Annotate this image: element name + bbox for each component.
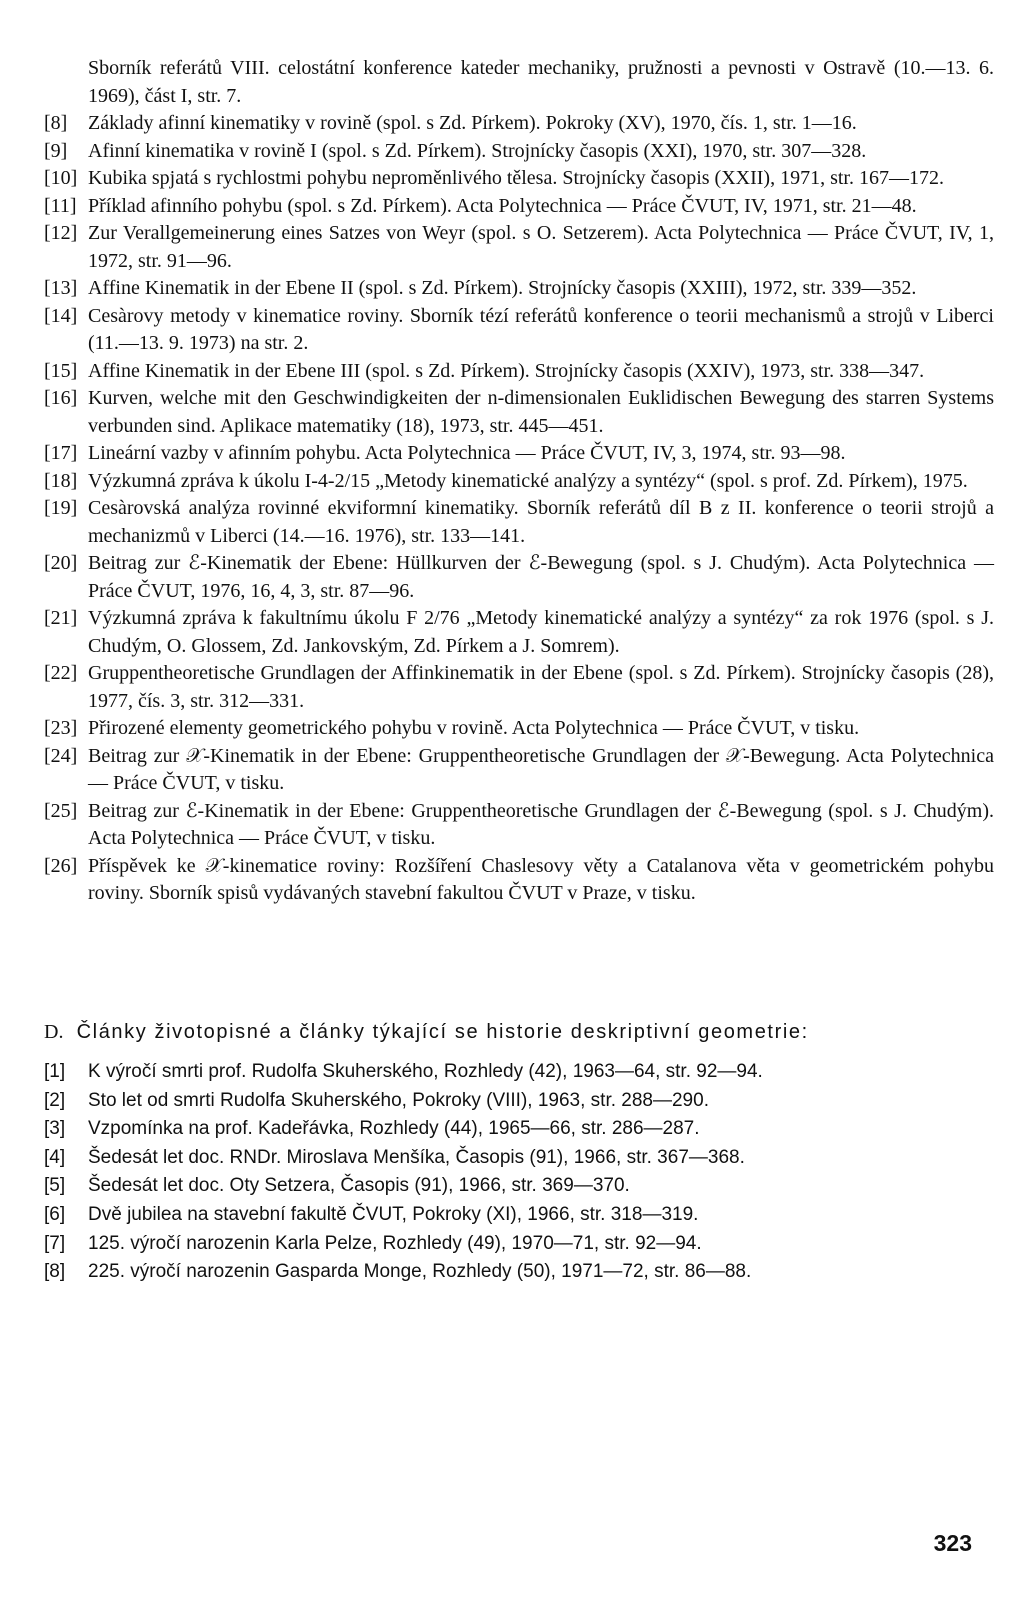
reference-number: [4] [44, 1146, 66, 1168]
reference-item [44, 303, 994, 358]
reference-text: K výročí smrti prof. Rudolfa Skuherského, Rozhledy (42), 1963—64, str. 92—94. [88, 1061, 763, 1082]
reference-item [44, 110, 994, 138]
reference-text: Zur Verallgemeinerung eines Satzes von Weyr (spol. s O. Setzerem). Acta Polytechnica — Práce ČVUT, IV, 1, 1972, str. 91—96. [88, 222, 994, 272]
reference-item [44, 1258, 994, 1287]
reference-text: Affine Kinematik in der Ebene III (spol. s Zd. Pírkem). Strojnícky časopis (XXIV), 1973, str. 338—347. [88, 359, 925, 382]
reference-number: [9] [44, 139, 68, 162]
reference-item [44, 798, 994, 853]
reference-number: [12] [44, 222, 78, 244]
reference-item [44, 715, 994, 743]
section-d-label: D. [44, 1021, 64, 1043]
reference-item [44, 1172, 994, 1201]
reference-text: Kurven, welche mit den Geschwindigkeiten der n-dimensionalen Euklidischen Bewegung des starren Systems verbunden sind. Aplikace matematiky (18), 1973, str. 445—451. [88, 387, 994, 437]
reference-item [44, 220, 994, 275]
reference-text: Affine Kinematik in der Ebene II (spol. s Zd. Pírkem). Strojnícky časopis (XXIII), 1972, str. 339—352. [88, 277, 917, 299]
reference-text: Beitrag zur ℰ-Kinematik in der Ebene: Gruppentheoretische Grundlagen der ℰ-Bewegung (spol. s J. Chudým). Acta Polytechnica — Práce ČVUT, v tisku. [88, 799, 994, 849]
reference-number: [23] [44, 717, 78, 739]
reference-item [44, 605, 994, 660]
references-section-d [44, 1058, 994, 1287]
reference-number: [20] [44, 552, 78, 574]
reference-text: Gruppentheoretische Grundlagen der Affinkinematik in der Ebene (spol. s Zd. Pírkem). Strojnícky časopis (28), 1977, čís. 3, str. 312—331. [88, 662, 994, 712]
reference-item [44, 1115, 994, 1144]
page-number: 323 [933, 1530, 972, 1556]
section-d-heading [44, 1018, 994, 1046]
reference-text: Základy afinní kinematiky v rovině (spol. s Zd. Pírkem). Pokroky (XV), 1970, čís. 1, str. 1—16. [88, 112, 857, 134]
reference-number: [6] [44, 1203, 66, 1225]
reference-text: Lineární vazby v afinním pohybu. Acta Polytechnica — Práce ČVUT, IV, 3, 1974, str. 93—98. [88, 442, 846, 464]
reference-number: [13] [44, 277, 78, 299]
reference-number: [19] [44, 497, 78, 519]
reference-text: Sborník referátů VIII. celostátní konference kateder mechaniky, pružnosti a pevnosti v Ostravě (10.—13. 6. 1969), část I, str. 7. [88, 57, 994, 107]
reference-number: [8] [44, 112, 68, 134]
reference-item [44, 1058, 994, 1087]
reference-number: [16] [44, 387, 78, 409]
reference-number: [2] [44, 1089, 66, 1111]
reference-item [44, 165, 994, 193]
reference-number: [1] [44, 1061, 66, 1082]
reference-number-blank [44, 55, 88, 110]
reference-item [44, 193, 994, 221]
reference-text: 125. výročí narozenin Karla Pelze, Rozhledy (49), 1970—71, str. 92—94. [88, 1232, 702, 1254]
reference-text: 225. výročí narozenin Gasparda Monge, Rozhledy (50), 1971—72, str. 86—88. [88, 1261, 752, 1283]
reference-item [44, 495, 994, 550]
reference-text: Afinní kinematika v rovině I (spol. s Zd. Pírkem). Strojnícky časopis (XXI), 1970, str. 307—328. [88, 139, 867, 162]
reference-text: Cesàrovská analýza rovinné ekviformní kinematiky. Sborník referátů díl B z II. konference o teorii strojů a mechanizmů v Liberci (14.—16. 1976), str. 133—141. [88, 497, 994, 547]
reference-text: Výzkumná zpráva k úkolu I-4-2/15 „Metody kinematické analýzy a syntézy“ (spol. s prof. Zd. Pírkem), 1975. [88, 469, 968, 492]
reference-item [44, 1201, 994, 1230]
reference-item [44, 550, 994, 605]
reference-number: [14] [44, 304, 78, 327]
reference-item [44, 358, 994, 386]
reference-text: Šedesát let doc. Oty Setzera, Časopis (91), 1966, str. 369—370. [88, 1175, 630, 1197]
reference-number: [18] [44, 469, 78, 492]
reference-text: Příklad afinního pohybu (spol. s Zd. Pírkem). Acta Polytechnica — Práce ČVUT, IV, 1971, str. 21—48. [88, 194, 917, 217]
reference-number: [22] [44, 662, 78, 684]
reference-text: Vzpomínka na prof. Kadeřávka, Rozhledy (44), 1965—66, str. 286—287. [88, 1118, 700, 1140]
reference-text: Beitrag zur 𝒳-Kinematik in der Ebene: Gruppentheoretische Grundlagen der 𝒳-Bewegung. Acta Polytechnica — Práce ČVUT, v tisku. [88, 744, 994, 794]
reference-item [44, 275, 994, 303]
reference-number: [10] [44, 167, 78, 189]
reference-text: Přirozené elementy geometrického pohybu v rovině. Acta Polytechnica — Práce ČVUT, v tisku. [88, 717, 860, 739]
reference-number: [17] [44, 442, 78, 464]
reference-number: [11] [44, 194, 77, 217]
reference-item [44, 468, 994, 496]
reference-text: Kubika spjatá s rychlostmi pohybu neproměnlivého tělesa. Strojnícky časopis (XXII), 1971, str. 167—172. [88, 167, 944, 189]
reference-item [44, 440, 994, 468]
section-d-title: Články životopisné a články týkající se historie deskriptivní geometrie: [76, 1021, 809, 1043]
reference-number: [5] [44, 1175, 66, 1197]
reference-number: [7] [44, 1232, 66, 1254]
reference-item [44, 743, 994, 798]
reference-number: [26] [44, 854, 78, 877]
reference-number: [3] [44, 1118, 66, 1140]
reference-item [44, 385, 994, 440]
reference-item [44, 1230, 994, 1259]
reference-text: Šedesát let doc. RNDr. Miroslava Menšíka, Časopis (91), 1966, str. 367—368. [88, 1146, 745, 1168]
reference-text: Příspěvek ke 𝒳-kinematice roviny: Rozšíření Chaslesovy věty a Catalanova věta v geometrickém pohybu roviny. Sborník spisů vydávaných stavební fakultou ČVUT v Praze, v tisku. [88, 854, 994, 904]
reference-text: Dvě jubilea na stavební fakultě ČVUT, Pokroky (XI), 1966, str. 318—319. [88, 1203, 699, 1225]
reference-number: [21] [44, 607, 78, 629]
reference-item [44, 1087, 994, 1116]
reference-continuation [44, 55, 994, 110]
reference-number: [24] [44, 744, 78, 767]
reference-text: Cesàrovy metody v kinematice roviny. Sborník tézí referátů konference o teorii mechanismů a strojů v Liberci (11.—13. 9. 1973) na str. 2. [88, 304, 994, 354]
reference-text: Beitrag zur ℰ-Kinematik der Ebene: Hüllkurven der ℰ-Bewegung (spol. s J. Chudým). Acta Polytechnica — Práce ČVUT, 1976, 16, 4, 3, str. 87—96. [88, 552, 994, 602]
reference-item [44, 853, 994, 908]
reference-text: Výzkumná zpráva k fakultnímu úkolu F 2/76 „Metody kinematické analýzy a syntézy“ za rok 1976 (spol. s J. Chudým, O. Glossem, Zd. Jankovským, Zd. Pírkem a J. Somrem). [88, 607, 994, 657]
reference-text: Sto let od smrti Rudolfa Skuherského, Pokroky (VIII), 1963, str. 288—290. [88, 1089, 709, 1111]
references-section-c [44, 55, 994, 908]
reference-number: [25] [44, 799, 78, 822]
reference-number: [8] [44, 1261, 66, 1283]
reference-item [44, 1144, 994, 1173]
reference-item [44, 660, 994, 715]
reference-item [44, 138, 994, 166]
reference-number: [15] [44, 359, 78, 382]
